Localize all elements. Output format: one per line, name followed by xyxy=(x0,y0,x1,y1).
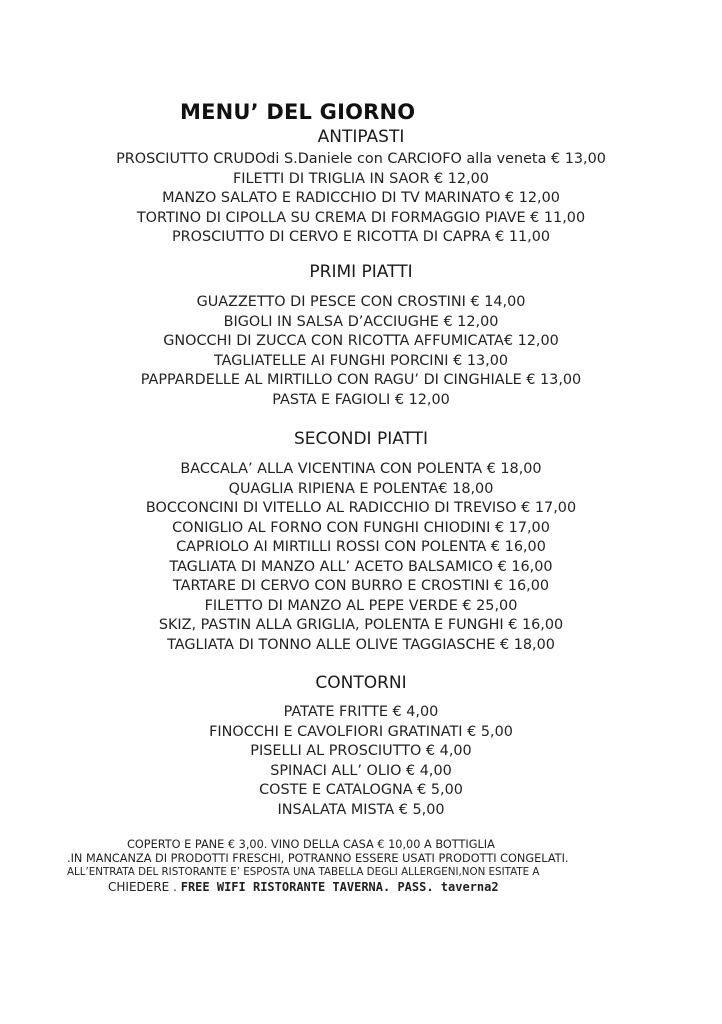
menu-item: SPINACI ALL’ OLIO € 4,00 xyxy=(270,762,452,779)
menu-item: PAPPARDELLE AL MIRTILLO CON RAGU’ DI CINGHIALE € 13,00 xyxy=(140,372,582,388)
section-heading-antipasti: ANTIPASTI xyxy=(317,127,405,147)
cover-charge-note: COPERTO E PANE € 3,00. VINO DELLA CASA € 10,00 A BOTTIGLIA xyxy=(127,838,495,851)
menu-item: MANZO SALATO E RADICCHIO DI TV MARINATO € 12,00 xyxy=(162,190,560,206)
menu-item: CONIGLIO AL FORNO CON FUNGHI CHIODINI € 17,00 xyxy=(172,519,550,536)
section-heading-secondi: SECONDI PIATTI xyxy=(293,429,429,449)
footer-notes xyxy=(0,838,722,896)
allergens-note-end: CHIEDERE . xyxy=(108,880,181,894)
menu-item: CAPRIOLO AI MIRTILLI ROSSI CON POLENTA € 16,00 xyxy=(176,539,546,555)
secondi-list xyxy=(0,460,722,655)
menu-item: COSTE E CATALOGNA € 5,00 xyxy=(259,782,463,798)
wifi-password: FREE WIFI RISTORANTE TAVERNA. PASS. taverna2 xyxy=(180,880,499,894)
section-heading-contorni: CONTORNI xyxy=(315,673,407,693)
menu-item: FINOCCHI E CAVOLFIORI GRATINATI € 5,00 xyxy=(209,723,513,740)
menu-item: INSALATA MISTA € 5,00 xyxy=(277,801,445,818)
antipasti-list xyxy=(0,150,722,248)
menu-item: FILETTO DI MANZO AL PEPE VERDE € 25,00 xyxy=(204,597,518,614)
menu-item: PASTA E FAGIOLI € 12,00 xyxy=(272,391,450,408)
menu-item: SKIZ, PASTIN ALLA GRIGLIA, POLENTA E FUNGHI € 16,00 xyxy=(158,617,564,633)
menu-item: PROSCIUTTO CRUDOdi S.Daniele con CARCIOFO alla veneta € 13,00 xyxy=(116,151,606,167)
menu-item: PISELLI AL PROSCIUTTO € 4,00 xyxy=(250,743,472,759)
frozen-products-note: .IN MANCANZA DI PRODOTTI FRESCHI, POTRANNO ESSERE USATI PRODOTTI CONGELATI. xyxy=(67,852,569,865)
section-heading-primi: PRIMI PIATTI xyxy=(309,262,413,282)
menu-item: BACCALA’ ALLA VICENTINA CON POLENTA € 18,00 xyxy=(180,461,542,477)
menu-item: GUAZZETTO DI PESCE CON CROSTINI € 14,00 xyxy=(196,294,526,310)
menu-item: TORTINO DI CIPOLLA SU CREMA DI FORMAGGIO PIAVE € 11,00 xyxy=(136,209,586,226)
menu-item: TARTARE DI CERVO CON BURRO E CROSTINI € 16,00 xyxy=(172,578,550,594)
menu-item: TAGLIATA DI TONNO ALLE OLIVE TAGGIASCHE € 18,00 xyxy=(167,636,555,653)
menu-item: GNOCCHI DI ZUCCA CON RICOTTA AFFUMICATA€ 12,00 xyxy=(163,333,559,349)
menu-item: TAGLIATELLE AI FUNGHI PORCINI € 13,00 xyxy=(213,352,509,369)
menu-item: TAGLIATA DI MANZO ALL’ ACETO BALSAMICO € 16,00 xyxy=(169,558,553,575)
menu-item: BIGOLI IN SALSA D’ACCIUGHE € 12,00 xyxy=(223,313,499,330)
menu-item: BOCCONCINI DI VITELLO AL RADICCHIO DI TREVISO € 17,00 xyxy=(145,500,577,516)
menu-item: PATATE FRITTE € 4,00 xyxy=(283,704,439,720)
menu-item: PROSCIUTTO DI CERVO E RICOTTA DI CAPRA € 11,00 xyxy=(171,229,551,245)
page-title: MENU’ DEL GIORNO xyxy=(180,100,416,124)
menu-item: QUAGLIA RIPIENA E POLENTA€ 18,00 xyxy=(228,480,494,497)
contorni-list xyxy=(0,703,722,820)
allergens-note: ALL’ENTRATA DEL RISTORANTE E’ ESPOSTA UNA TABELLA DEGLI ALLERGENI,NON ESITATE A xyxy=(67,866,540,878)
wifi-note xyxy=(0,879,722,896)
primi-list xyxy=(0,293,722,410)
menu-item: FILETTI DI TRIGLIA IN SAOR € 12,00 xyxy=(233,170,489,187)
